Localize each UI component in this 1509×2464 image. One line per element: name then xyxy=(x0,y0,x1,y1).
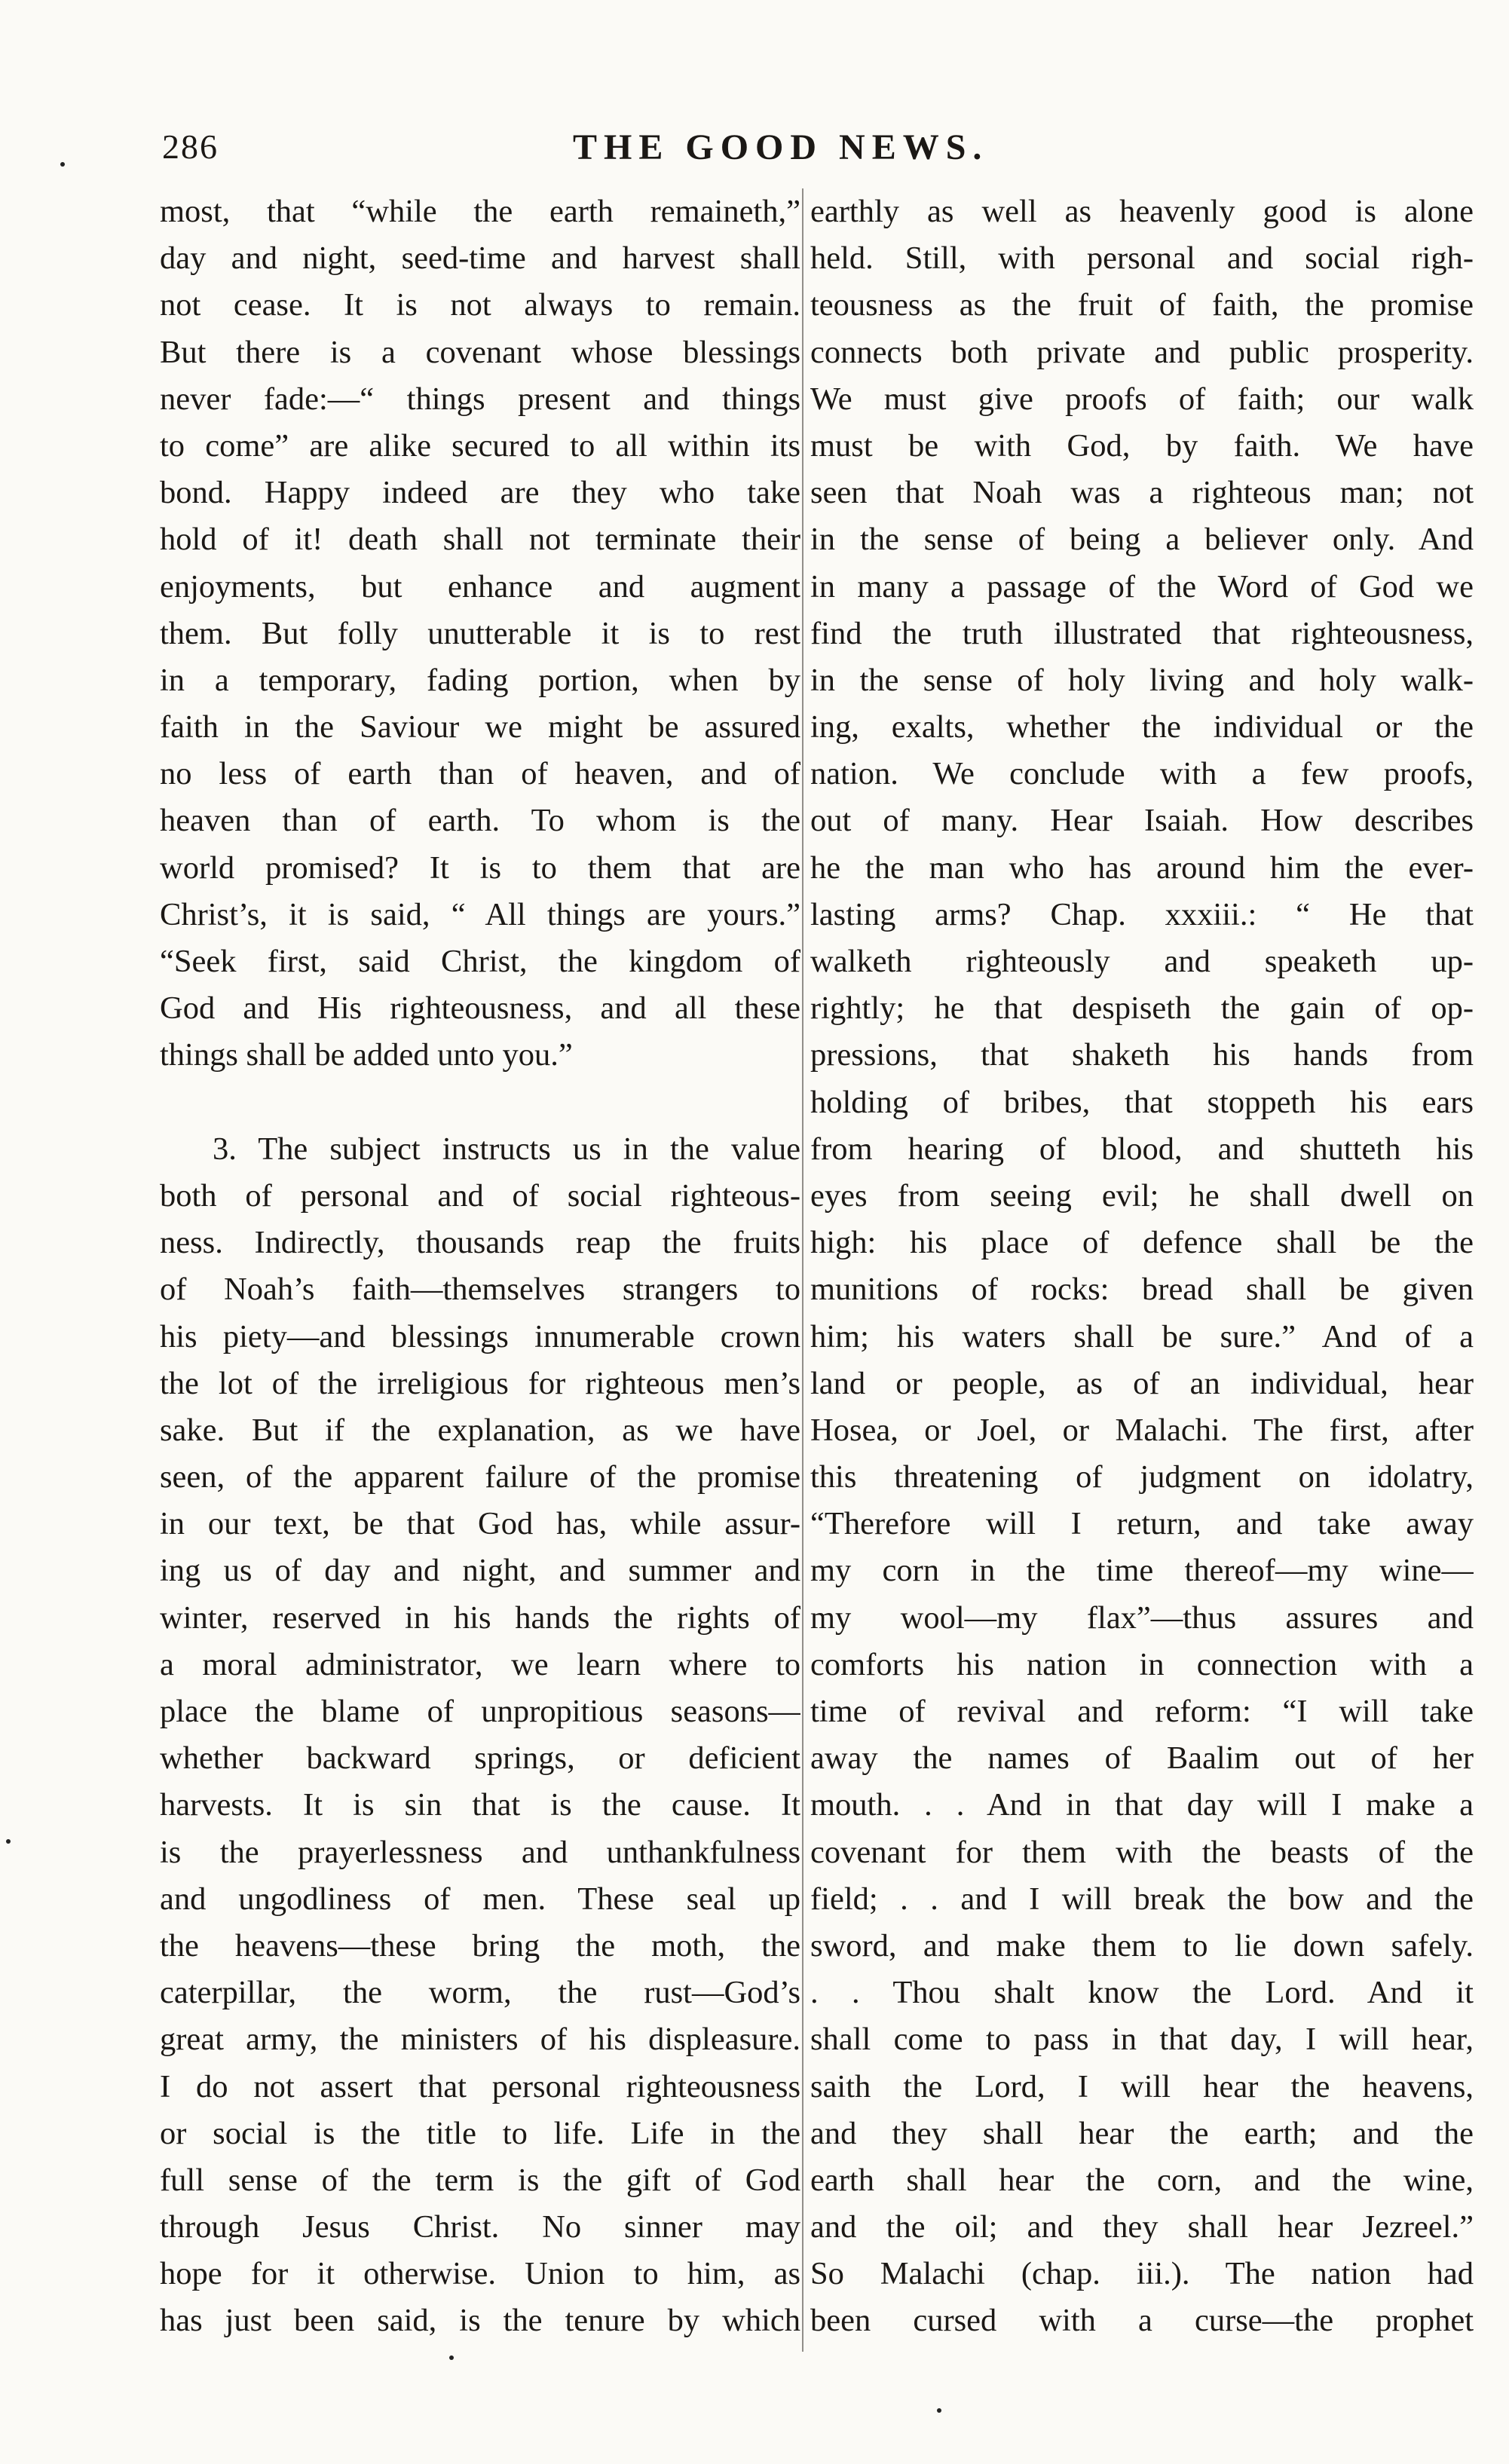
column-divider xyxy=(802,188,803,2352)
text-line: “Therefore will I return, and take away xyxy=(810,1506,1474,1542)
text-line: Christ’s, it is said, “ All things are yours.” xyxy=(160,896,800,932)
running-title: THE GOOD NEWS. xyxy=(573,127,989,167)
text-line: land or people, as of an individual, hear xyxy=(810,1365,1474,1401)
text-line: must be with God, by faith. We have xyxy=(810,427,1474,464)
text-line: never fade:—“ things present and things xyxy=(160,381,800,417)
print-speck xyxy=(6,1839,11,1844)
text-line: in the sense of being a believer only. And xyxy=(810,522,1474,558)
text-line: and the oil; and they shall hear Jezreel.” xyxy=(810,2209,1474,2245)
text-line: has just been said, is the tenure by which xyxy=(160,2303,800,2339)
text-line: and ungodliness of men. These seal up xyxy=(160,1881,800,1917)
text-line: held. Still, with personal and social righ- xyxy=(810,240,1474,277)
text-line: day and night, seed-time and harvest shall xyxy=(160,240,800,277)
text-line: him; his waters shall be sure.” And of a xyxy=(810,1318,1474,1354)
text-line: to come” are alike secured to all within its xyxy=(160,427,800,464)
text-line: the lot of the irreligious for righteous men’s xyxy=(160,1365,800,1401)
text-line: pressions, that shaketh his hands from xyxy=(810,1037,1474,1073)
text-line: We must give proofs of faith; our walk xyxy=(810,381,1474,417)
text-line: his piety—and blessings innumerable crown xyxy=(160,1318,800,1354)
right-column xyxy=(810,188,1474,2345)
text-line: hope for it otherwise. Union to him, as xyxy=(160,2256,800,2292)
text-line: walketh righteously and speaketh up- xyxy=(810,944,1474,979)
text-line: “Seek first, said Christ, the kingdom of xyxy=(160,944,800,979)
print-speck xyxy=(60,162,65,167)
text-line: both of personal and of social righteous- xyxy=(160,1177,800,1214)
text-line: of Noah’s faith—themselves strangers to xyxy=(160,1272,800,1308)
text-line: and they shall hear the earth; and the xyxy=(810,2115,1474,2151)
text-line: in our text, be that God has, while assur- xyxy=(160,1506,800,1542)
text-line: seen that Noah was a righteous man; not xyxy=(810,475,1474,511)
text-line: not cease. It is not always to remain. xyxy=(160,287,800,323)
print-speck xyxy=(449,2355,454,2360)
text-line: ing, exalts, whether the individual or the xyxy=(810,709,1474,745)
text-line: world promised? It is to them that are xyxy=(160,849,800,886)
text-line: 3. The subject instructs us in the value xyxy=(213,1131,800,1167)
text-line: heaven than of earth. To whom is the xyxy=(160,803,800,839)
text-line: this threatening of judgment on idolatry, xyxy=(810,1459,1474,1495)
text-line: teousness as the fruit of faith, the promise xyxy=(810,287,1474,323)
text-line: But there is a covenant whose blessings xyxy=(160,334,800,370)
print-speck xyxy=(937,2408,941,2413)
text-line: Hosea, or Joel, or Malachi. The first, after xyxy=(810,1412,1474,1448)
text-line: high: his place of defence shall be the xyxy=(810,1225,1474,1261)
text-line: mouth. . . And in that day will I make a xyxy=(810,1787,1474,1823)
text-line: rightly; he that despiseth the gain of op- xyxy=(810,990,1474,1027)
text-line: enjoyments, but enhance and augment xyxy=(160,568,800,605)
text-line: So Malachi (chap. iii.). The nation had xyxy=(810,2256,1474,2292)
text-line: bond. Happy indeed are they who take xyxy=(160,475,800,511)
text-line: harvests. It is sin that is the cause. It xyxy=(160,1787,800,1823)
text-line: in a temporary, fading portion, when by xyxy=(160,662,800,698)
text-line: ing us of day and night, and summer and xyxy=(160,1553,800,1589)
text-line: is the prayerlessness and unthankfulness xyxy=(160,1834,800,1870)
text-line: from hearing of blood, and shutteth his xyxy=(810,1131,1474,1167)
text-line: my corn in the time thereof—my wine— xyxy=(810,1553,1474,1589)
text-line: lasting arms? Chap. xxxiii.: “ He that xyxy=(810,896,1474,932)
text-line: through Jesus Christ. No sinner may xyxy=(160,2209,800,2245)
text-line: I do not assert that personal righteousness xyxy=(160,2068,800,2104)
text-line: field; . . and I will break the bow and the xyxy=(810,1881,1474,1917)
text-line: eyes from seeing evil; he shall dwell on xyxy=(810,1177,1474,1214)
text-line: been cursed with a curse—the prophet xyxy=(810,2303,1474,2339)
text-line: connects both private and public prosperity. xyxy=(810,334,1474,370)
text-line: covenant for them with the beasts of the xyxy=(810,1834,1474,1870)
text-line: seen, of the apparent failure of the promise xyxy=(160,1459,800,1495)
text-line: most, that “while the earth remaineth,” xyxy=(160,194,800,229)
left-column xyxy=(160,188,800,2345)
text-line: ness. Indirectly, thousands reap the fruits xyxy=(160,1225,800,1261)
text-line: the heavens—these bring the moth, the xyxy=(160,1927,800,1964)
text-line: or social is the title to life. Life in the xyxy=(160,2115,800,2151)
text-line: caterpillar, the worm, the rust—God’s xyxy=(160,1975,800,2011)
paragraph-gap xyxy=(160,1079,800,1126)
text-line: great army, the ministers of his displeasure. xyxy=(160,2022,800,2058)
text-line: winter, reserved in his hands the rights of xyxy=(160,1599,800,1636)
text-line: nation. We conclude with a few proofs, xyxy=(810,756,1474,792)
text-line: my wool—my flax”—thus assures and xyxy=(810,1599,1474,1636)
text-line: time of revival and reform: “I will take xyxy=(810,1694,1474,1729)
text-line: faith in the Saviour we might be assured xyxy=(160,709,800,745)
text-line: earth shall hear the corn, and the wine, xyxy=(810,2162,1474,2198)
text-line: them. But folly unutterable it is to rest xyxy=(160,615,800,651)
text-line: no less of earth than of heaven, and of xyxy=(160,756,800,792)
text-line: comforts his nation in connection with a xyxy=(810,1646,1474,1682)
text-line: a moral administrator, we learn where to xyxy=(160,1646,800,1682)
text-line: out of many. Hear Isaiah. How describes xyxy=(810,803,1474,839)
text-line: whether backward springs, or deficient xyxy=(160,1740,800,1777)
text-line: he the man who has around him the ever- xyxy=(810,849,1474,886)
text-line: holding of bribes, that stoppeth his ears xyxy=(810,1084,1474,1120)
text-line: hold of it! death shall not terminate their xyxy=(160,522,800,558)
text-line: God and His righteousness, and all these xyxy=(160,990,800,1027)
text-line: full sense of the term is the gift of God xyxy=(160,2162,800,2198)
text-line: find the truth illustrated that righteousness, xyxy=(810,615,1474,651)
text-line: sake. But if the explanation, as we have xyxy=(160,1412,800,1448)
text-line: shall come to pass in that day, I will hear, xyxy=(810,2022,1474,2058)
page-number: 286 xyxy=(162,127,219,166)
text-line: in the sense of holy living and holy walk- xyxy=(810,662,1474,698)
text-line: in many a passage of the Word of God we xyxy=(810,568,1474,605)
text-line: things shall be added unto you.” xyxy=(160,1037,573,1073)
text-line: sword, and make them to lie down safely. xyxy=(810,1927,1474,1964)
text-line: away the names of Baalim out of her xyxy=(810,1740,1474,1777)
running-head xyxy=(0,127,1509,179)
text-line: earthly as well as heavenly good is alone xyxy=(810,194,1474,229)
text-line: munitions of rocks: bread shall be given xyxy=(810,1272,1474,1308)
text-line: place the blame of unpropitious seasons— xyxy=(160,1694,800,1729)
text-line: saith the Lord, I will hear the heavens, xyxy=(810,2068,1474,2104)
text-line: . . Thou shalt know the Lord. And it xyxy=(810,1975,1474,2011)
